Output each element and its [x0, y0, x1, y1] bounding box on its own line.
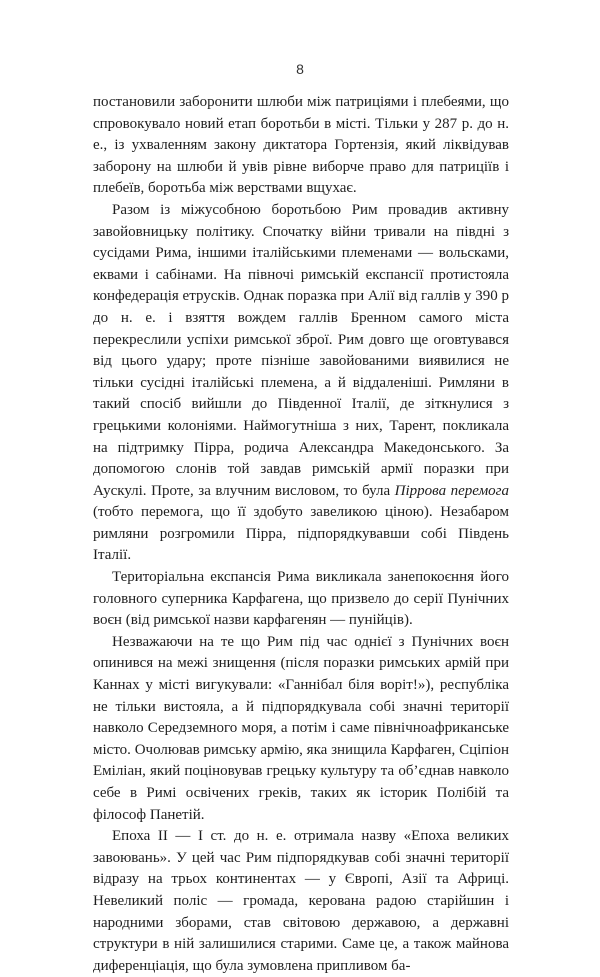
italic-term: Піррова перемога: [394, 482, 509, 499]
paragraph: [93, 567, 509, 632]
page-number: 8: [296, 61, 304, 77]
text-run: (тобто перемога, що її здобуто завеликою ціною). Незабаром римляни розгромили Пірра, підпорядкувавши собі Південь Італії.: [93, 504, 509, 564]
paragraph: [93, 200, 509, 567]
body-text: [93, 92, 509, 977]
text-run: постановили заборонити шлюби між патриціями і плебеями, що спровокувало новий етап боротьби в місті. Тільки у 287 р. до н. е., із ухваленням закону диктатора Гортензія, який ліквідував заборону на шлюби й увів рівне виборче право для патриціїв і плебеїв, боротьба між верствами вщухає.: [93, 94, 509, 197]
text-run: Разом із міжусобною боротьбою Рим провадив активну завойовницьку політику. Спочатку війни тривали на півдні з сусідами Рима, іншими італійськими племенами — вольсками, еквами і сабінами. На півночі римській експансії протистояла конфедерація етрусків. Однак поразка при Алії від галлів у 390 р до н. е. і взяття вождем галлів Бренном самого міста перекреслили успіхи римської зброї. Рим довго ще оговтувався від цього удару; проте пізніше завойованими виявилися не тільки сусідні італійські племена, а й віддаленіші. Римляни в такий спосіб вийшли до Південної Італії, де зіткнулися з грецькими колоніями. Наймогутніша з них, Тарент, покликала на підтримку Пірра, родича Александра Македонського. За допомогою слонів той завдав римській армії поразки при Аускулі. Проте, за влучним висловом, то була: [93, 201, 509, 499]
paragraph: [93, 632, 509, 826]
text-run: Незважаючи на те що Рим під час однієї з Пунічних воєн опинився на межі знищення (після поразки римських армій при Каннах у місті вигукували: «Ганнібал біля воріт!»), республіка не тільки вистояла, а й підпорядкувала собі значні території навколо Середземного моря, а потім і саме північноафриканське місто. Очолював римську армію, яка знищила Карфаген, Сціпіон Еміліан, який поціновував грецьку культуру та об’єднав навколо себе в Римі освічених греків, таких як історик Полібій та філософ Панетій.: [93, 633, 509, 823]
paragraph: [93, 826, 509, 977]
paragraph: [93, 92, 509, 200]
text-run: Епоха II — I ст. до н. е. отримала назву «Епоха великих завоювань». У цей час Рим підпорядкував собі значні території відразу на трьох континентах — у Європі, Азії та Африці. Невеликий поліс — громада, керована радою старійшин і народними зборами, став світовою державою, а державні структури в ній залишилися старими. Саме це, а також майнова диференціація, що була зумовлена припливом ба-: [93, 828, 509, 974]
text-run: Територіальна експансія Рима викликала занепокоєння його головного суперника Карфагена, що призвело до серії Пунічних воєн (від римської назви карфагенян — пунійців).: [93, 569, 509, 629]
